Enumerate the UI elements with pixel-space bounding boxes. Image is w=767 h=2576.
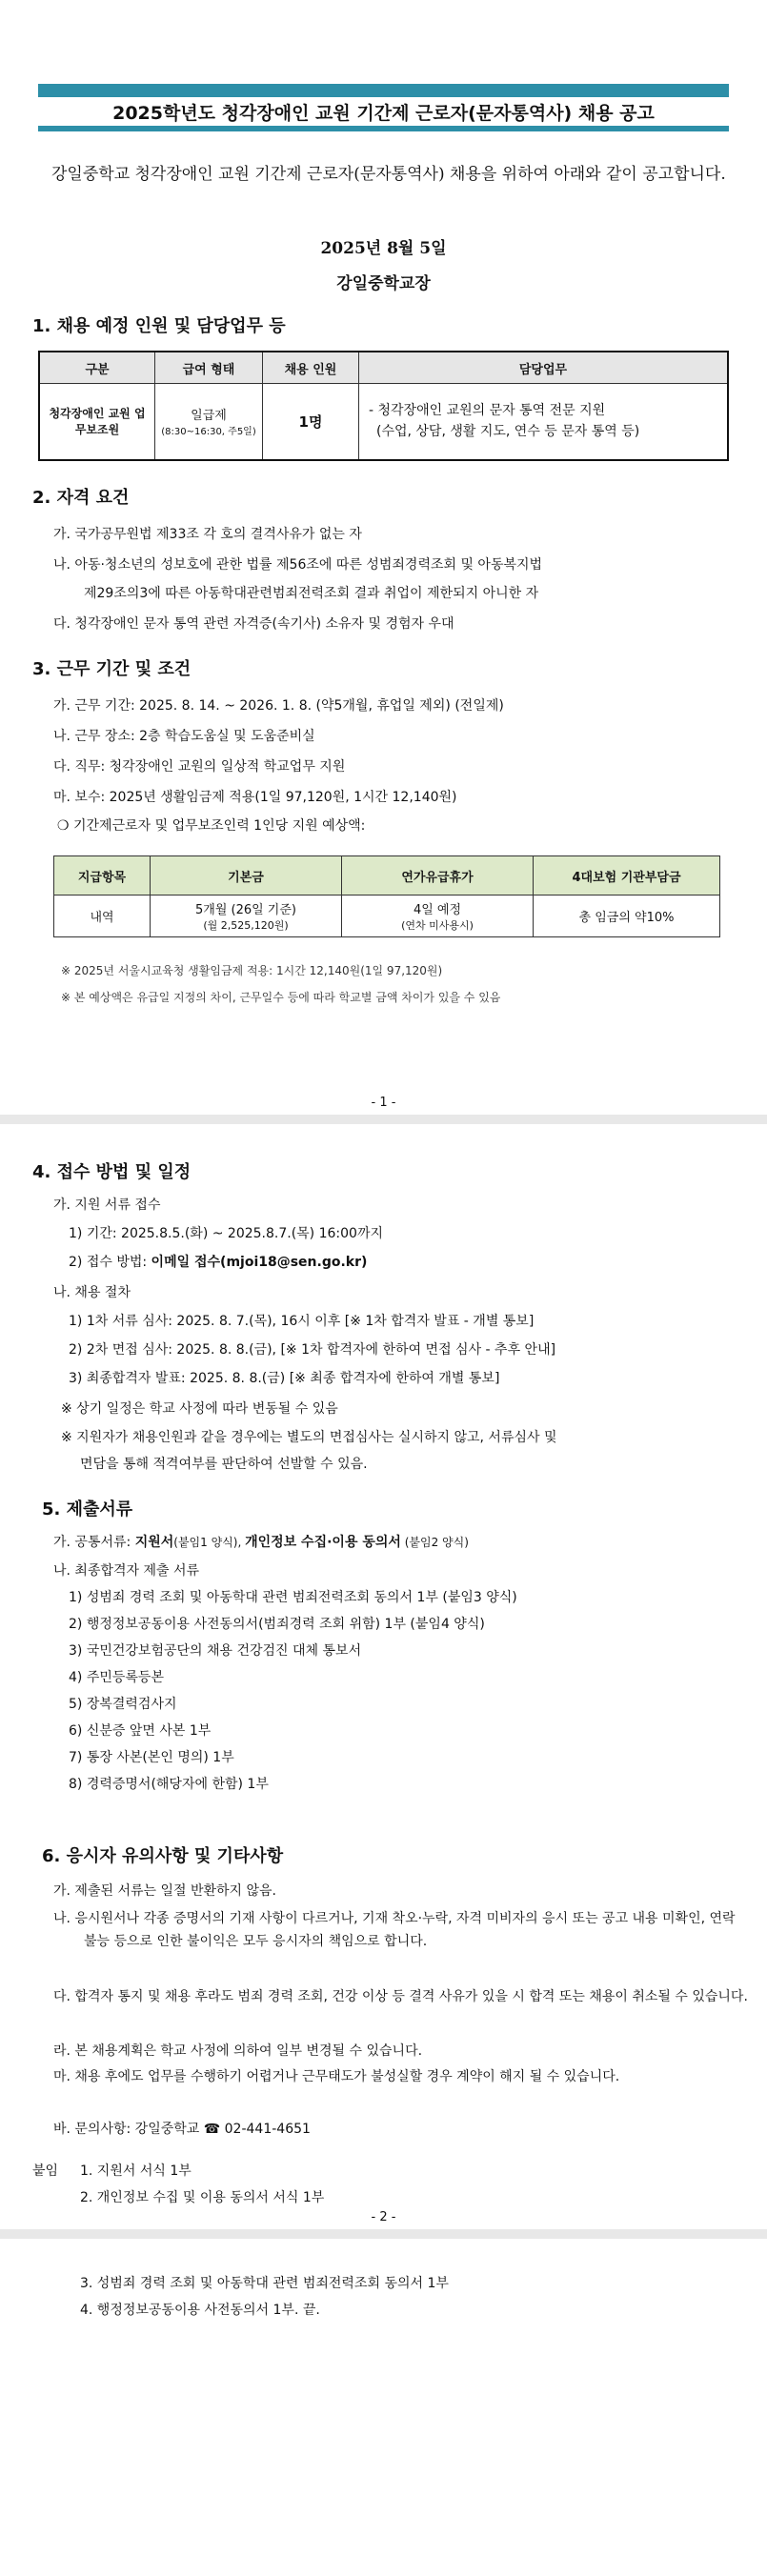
- s4-na-3: 3) 최종합격자 발표: 2025. 8. 8.(금) [※ 최종 합격자에 한하여 개별 통보]: [69, 1371, 500, 1386]
- page-number-1: - 1 -: [371, 1096, 396, 1110]
- row-leave-cell: [342, 896, 534, 937]
- row-leave-sub: (연차 미사용시): [401, 919, 474, 932]
- s4-ga: 가. 지원 서류 접수: [53, 1197, 161, 1213]
- s6-ra: 라. 본 채용계획은 학교 사정에 의하여 일부 변경될 수 있습니다.: [53, 2043, 423, 2059]
- s5-item-2: 2) 행정정보공동이용 사전동의서(범죄경력 조회 위함) 1부 (붙임4 양식): [69, 1617, 485, 1632]
- col-type: 구분: [39, 352, 155, 384]
- col-duty: 담당업무: [359, 352, 729, 384]
- recruit-table: [38, 351, 729, 461]
- s4-ga-1: 1) 기간: 2025.8.5.(화) ~ 2025.8.7.(목) 16:00까지: [69, 1226, 383, 1241]
- page-2: [0, 1124, 767, 2229]
- s5-item-4: 4) 주민등록등본: [69, 1670, 164, 1685]
- col-item: 지급항목: [54, 856, 151, 896]
- s4-note-2b: 면담을 통해 적격여부를 판단하여 선발할 수 있음.: [80, 1457, 368, 1472]
- s6-ma: 마. 채용 후에도 업무를 수행하기 어렵거나 근무태도가 불성실할 경우 계약이 해지 될 수 있습니다.: [53, 2069, 620, 2084]
- row-duty-1: - 청각장애인 교원의 문자 통역 전문 지원: [369, 403, 606, 419]
- s5-doc-1-note: (붙임1 양식),: [173, 1536, 246, 1549]
- row-item: 내역: [54, 896, 151, 937]
- attach-item-1: 1. 지원서 서식 1부: [80, 2163, 192, 2179]
- s4-note-2a: ※ 지원자가 채용인원과 같을 경우에는 별도의 면접심사는 실시하지 않고, 서류심사 및: [61, 1430, 557, 1445]
- s5-doc-2: 개인정보 수집·이용 동의서: [245, 1535, 401, 1550]
- section-6-heading: 6. 응시자 유의사항 및 기타사항: [42, 1846, 284, 1866]
- s2-na-1: 나. 아동·청소년의 성보호에 관한 법률 제56조에 따른 성범죄경력조회 및 아동복지법: [53, 557, 543, 573]
- col-pay: 급여 형태: [155, 352, 263, 384]
- s5-item-5: 5) 장복결력검사지: [69, 1697, 177, 1712]
- s4-na: 나. 채용 절차: [53, 1285, 131, 1300]
- page-gap-2: [0, 2229, 767, 2239]
- s5-item-8: 8) 경력증명서(해당자에 한함) 1부: [69, 1777, 269, 1792]
- s2-da: 다. 청각장애인 문자 통역 관련 자격증(속기사) 소유자 및 경험자 우대: [53, 616, 454, 632]
- page-3: [0, 2239, 767, 2576]
- section-4-heading: 4. 접수 방법 및 일정: [32, 1162, 192, 1182]
- attach-item-2: 2. 개인정보 수집 및 이용 동의서 서식 1부: [80, 2190, 325, 2205]
- title-bar-top: [38, 84, 729, 97]
- col-count: 채용 인원: [263, 352, 359, 384]
- s6-ga: 가. 제출된 서류는 일절 반환하지 않음.: [53, 1883, 277, 1899]
- s4-na-1: 1) 1차 서류 심사: 2025. 8. 7.(목), 16시 이후 [※ 1차 합격자 발표 - 개별 통보]: [69, 1314, 535, 1329]
- s6-da: 다. 합격자 통지 및 채용 후라도 범죄 경력 조회, 건강 이상 등 결격 사유가 있을 시 합격 또는 채용이 취소될 수 있습니다.: [53, 1989, 748, 2004]
- intro-text: 강일중학교 청각장애인 교원 기간제 근로자(문자통역사) 채용을 위하여 아래와 같이 공고합니다.: [51, 165, 726, 184]
- s5-doc-2-note: (붙임2 양식): [400, 1536, 469, 1549]
- attach-label: 붙임: [32, 2163, 59, 2179]
- s3-note-1: ※ 2025년 서울시교육청 생활임금제 적용: 1시간 12,140원(1일 97,120원): [61, 964, 443, 977]
- row-base-sub: (월 2,525,120원): [203, 919, 289, 932]
- col-base: 기본금: [151, 856, 342, 896]
- s2-ga: 가. 국가공무원법 제33조 각 호의 결격사유가 없는 자: [53, 527, 362, 542]
- row-count: 1명: [263, 384, 359, 460]
- s3-note-2: ※ 본 예상액은 유급일 지정의 차이, 근무일수 등에 따라 학교별 금액 차이가 있을 수 있음: [61, 991, 501, 1004]
- row-duty-2: (수업, 상담, 생활 지도, 연수 등 문자 통역 등): [376, 424, 640, 440]
- s2-na-2: 제29조의3에 따른 아동학대관련범죄전력조회 결과 취업이 제한되지 아니한 자: [84, 586, 539, 601]
- row-duty-cell: [359, 384, 729, 460]
- row-base: 5개월 (26일 기준): [194, 903, 296, 917]
- school-name: 강일중학교장: [336, 274, 431, 293]
- s6-ba: 바. 문의사항: 강일중학교 ☎ 02-441-4651: [53, 2122, 311, 2137]
- s5-item-6: 6) 신분증 앞면 사본 1부: [69, 1723, 212, 1739]
- s5-ga: [53, 1532, 469, 1551]
- row-insurance: 총 임금의 약10%: [534, 896, 720, 937]
- s3-ga: 가. 근무 기간: 2025. 8. 14. ~ 2026. 1. 8. (약5개월, 휴업일 제외) (전일제): [53, 698, 504, 714]
- section-3-heading: 3. 근무 기간 및 조건: [32, 659, 192, 679]
- s6-na: 나. 응시원서나 각종 증명서의 기재 사항이 다르거나, 기재 착오·누락, 자격 미비자의 응시 또는 공고 내용 미확인, 연락 불능 등으로 인한 불이익은 모두 응시자의 책임으로 합니다.: [53, 1911, 736, 1949]
- page-gap: [0, 1115, 767, 1124]
- page-title: 2025학년도 청각장애인 교원 기간제 근로자(문자통역사) 채용 공고: [112, 103, 655, 124]
- s5-item-3: 3) 국민건강보험공단의 채용 건강검진 대체 통보서: [69, 1643, 362, 1659]
- section-5-heading: 5. 제출서류: [42, 1499, 133, 1519]
- section-2-heading: 2. 자격 요건: [32, 488, 130, 508]
- page-1: [0, 0, 767, 1115]
- s3-na: 나. 근무 장소: 2층 학습도움실 및 도움준비실: [53, 729, 315, 744]
- row-pay-cell: [155, 384, 263, 460]
- page-number-2: - 2 -: [371, 2210, 396, 2224]
- s4-ga-2: [69, 1252, 367, 1271]
- s4-email: 이메일 접수(mjoi18@sen.go.kr): [151, 1255, 368, 1270]
- s5-ga-label: 가. 공통서류:: [53, 1535, 135, 1550]
- row-pay: 일급제: [191, 409, 227, 424]
- s3-sub: ❍ 기간제근로자 및 업무보조인력 1인당 지원 예상액:: [57, 818, 366, 834]
- title-bar-bottom: [38, 126, 729, 131]
- row-base-cell: [151, 896, 342, 937]
- col-insurance: 4대보험 기관부담금: [534, 856, 720, 896]
- s5-doc-1: 지원서: [134, 1535, 174, 1550]
- section-1-heading: 1. 채용 예정 인원 및 담당업무 등: [32, 316, 286, 336]
- s4-ga-2-label: 2) 접수 방법:: [69, 1255, 151, 1270]
- s4-note-1: ※ 상기 일정은 학교 사정에 따라 변동될 수 있음: [61, 1401, 338, 1417]
- s3-ma: 마. 보수: 2025년 생활임금제 적용(1일 97,120원, 1시간 12,140원): [53, 790, 457, 805]
- row-leave: 4일 예정: [413, 903, 462, 917]
- col-leave: 연가유급휴가: [342, 856, 534, 896]
- s5-na: 나. 최종합격자 제출 서류: [53, 1563, 200, 1579]
- attach-item-3: 3. 성범죄 경력 조회 및 아동학대 관련 범죄전력조회 동의서 1부: [80, 2276, 449, 2291]
- notice-date: 2025년 8월 5일: [320, 239, 447, 258]
- row-pay-note: (8:30~16:30, 주5일): [161, 427, 256, 438]
- s5-item-7: 7) 통장 사본(본인 명의) 1부: [69, 1750, 234, 1765]
- s5-item-1: 1) 성범죄 경력 조회 및 아동학대 관련 범죄전력조회 동의서 1부 (붙임3 양식): [69, 1590, 517, 1605]
- s4-na-2: 2) 2차 면접 심사: 2025. 8. 8.(금), [※ 1차 합격자에 한하여 면접 심사 - 추후 안내]: [69, 1342, 556, 1358]
- row-type: 청각장애인 교원 업무보조원: [39, 384, 155, 460]
- s3-da: 다. 직무: 청각장애인 교원의 일상적 학교업무 지원: [53, 759, 346, 775]
- attach-item-4: 4. 행정정보공동이용 사전동의서 1부. 끝.: [80, 2303, 320, 2318]
- pay-table: [53, 855, 720, 937]
